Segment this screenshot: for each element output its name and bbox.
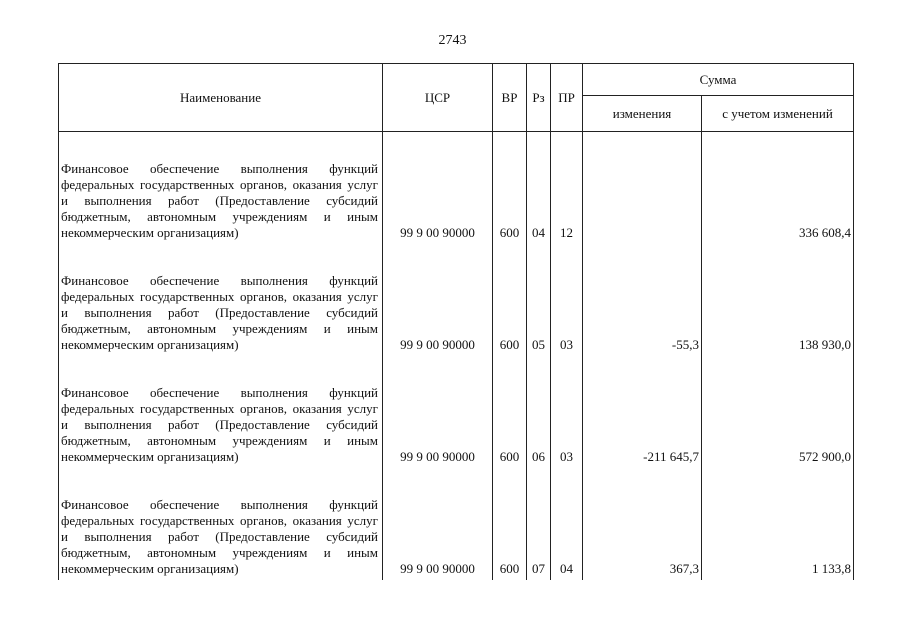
row-change: -211 645,7: [583, 356, 702, 468]
row-name: Финансовое обеспечение выполнения функций федеральных государственных органов, оказания услуг и выполнения работ (Предоставление субсидий бюджетным, автономным учреждениям и иным некоммерческим организациям): [59, 356, 383, 468]
table-row: [59, 468, 854, 580]
row-rz: 05: [527, 244, 551, 356]
row-pr: 03: [551, 244, 583, 356]
header-pr: ПР: [551, 64, 583, 132]
page-number: 2743: [438, 33, 467, 48]
row-name: Финансовое обеспечение выполнения функций федеральных государственных органов, оказания услуг и выполнения работ (Предоставление субсидий бюджетным, автономным учреждениям и иным некоммерческим организациям): [59, 132, 383, 244]
row-change: -55,3: [583, 244, 702, 356]
header-sum: Сумма: [583, 64, 854, 96]
table-header: [59, 64, 854, 132]
row-change: [583, 132, 702, 244]
row-vr: 600: [493, 132, 527, 244]
row-name: Финансовое обеспечение выполнения функций федеральных государственных органов, оказания услуг и выполнения работ (Предоставление субсидий бюджетным, автономным учреждениям и иным некоммерческим организациям): [59, 244, 383, 356]
row-vr: 600: [493, 468, 527, 580]
row-pr: 04: [551, 468, 583, 580]
header-name: Наименование: [59, 64, 383, 132]
header-csr: ЦСР: [383, 64, 493, 132]
row-pr: 12: [551, 132, 583, 244]
row-total: 1 133,8: [702, 468, 854, 580]
row-rz: 04: [527, 132, 551, 244]
table-row: [59, 244, 854, 356]
header-with-changes: с учетом изменений: [702, 96, 854, 132]
header-rz: Рз: [527, 64, 551, 132]
row-csr: 99 9 00 90000: [383, 356, 493, 468]
budget-table: [58, 63, 854, 580]
row-total: 572 900,0: [702, 356, 854, 468]
row-total: 336 608,4: [702, 132, 854, 244]
row-name: Финансовое обеспечение выполнения функций федеральных государственных органов, оказания услуг и выполнения работ (Предоставление субсидий бюджетным, автономным учреждениям и иным некоммерческим организациям): [59, 468, 383, 580]
row-rz: 07: [527, 468, 551, 580]
row-vr: 600: [493, 356, 527, 468]
row-csr: 99 9 00 90000: [383, 244, 493, 356]
row-vr: 600: [493, 244, 527, 356]
table-row: [59, 356, 854, 468]
table-row: [59, 132, 854, 244]
header-change: изменения: [583, 96, 702, 132]
row-total: 138 930,0: [702, 244, 854, 356]
row-pr: 03: [551, 356, 583, 468]
row-csr: 99 9 00 90000: [383, 468, 493, 580]
row-rz: 06: [527, 356, 551, 468]
header-vr: ВР: [493, 64, 527, 132]
row-change: 367,3: [583, 468, 702, 580]
row-csr: 99 9 00 90000: [383, 132, 493, 244]
